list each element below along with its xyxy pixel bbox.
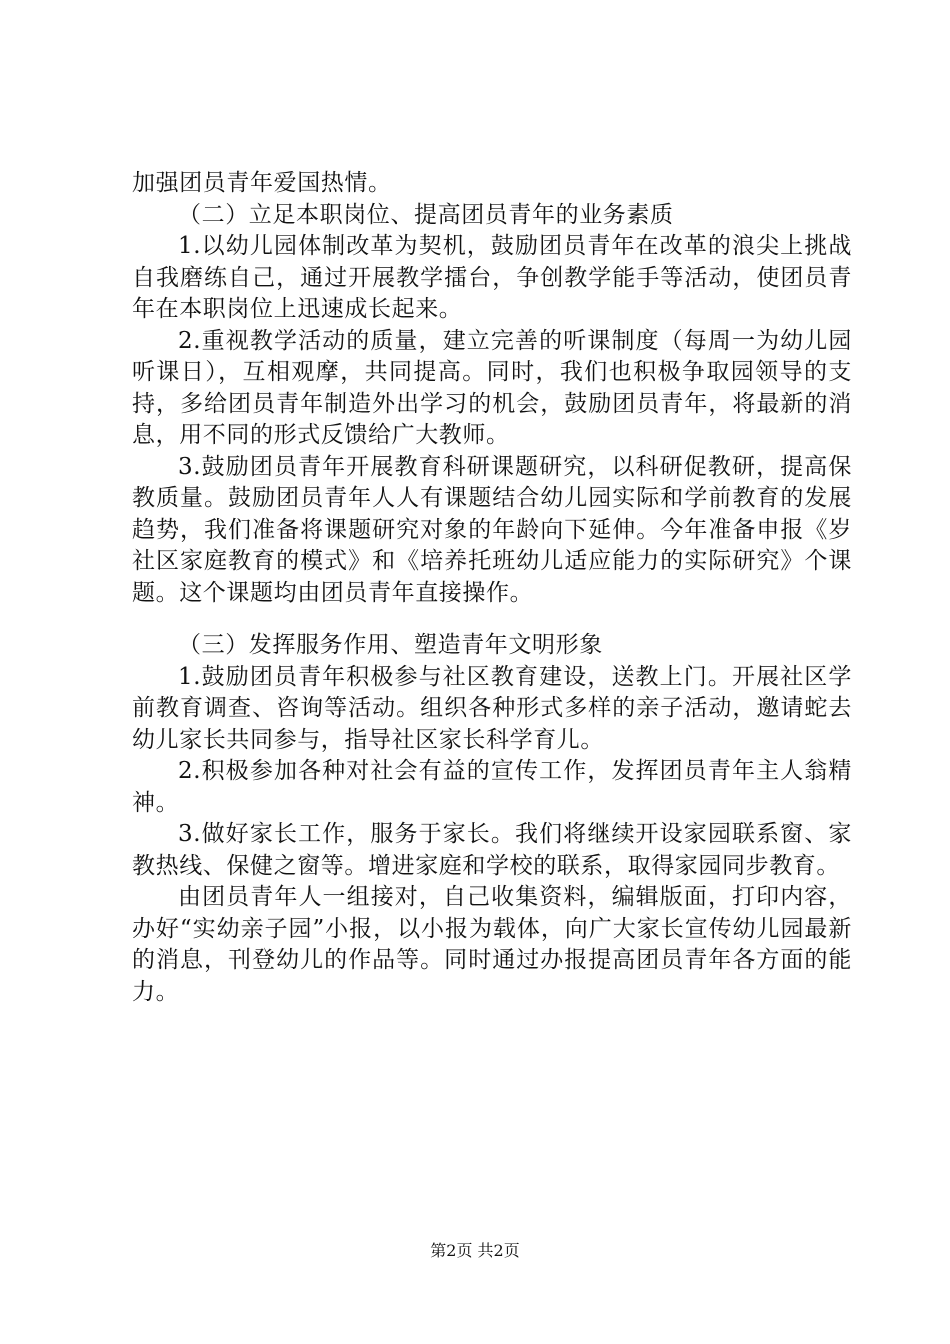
section-heading-3: （三）发挥服务作用、塑造青年文明形象 bbox=[178, 632, 603, 658]
paragraph-item-2-2: 2.重视教学活动的质量，建立完善的听课制度（每周一为幼儿园听课日），互相观摩，共同提高。同时，我们也积极争取园领导的支持，多给团员青年制造外出学习的机会，鼓励团员青年，将最新的消息，用不同的形式反馈给广大教师。 bbox=[132, 327, 852, 448]
paragraph-item-2-1: 1.以幼儿园体制改革为契机，鼓励团员青年在改革的浪尖上挑战自我磨练自己，通过开展教学擂台，争创教学能手等活动，使团员青年在本职岗位上迅速成长起来。 bbox=[132, 233, 852, 322]
paragraph-item-3-1: 1.鼓励团员青年积极参与社区教育建设，送教上门。开展社区学前教育调查、咨询等活动。组织各种形式多样的亲子活动，邀请蛇去幼儿家长共同参与，指导社区家长科学育儿。 bbox=[132, 663, 852, 753]
paragraph-continuation: 加强团员青年爱国热情。 bbox=[132, 170, 392, 196]
page-number-footer: 第2页 共2页 bbox=[430, 1241, 520, 1260]
paragraph-item-2-3: 3.鼓励团员青年开展教育科研课题研究，以科研促教研，提高保教质量。鼓励团员青年人人有课题结合幼儿园实际和学前教育的发展趋势，我们准备将课题研究对象的年龄向下延伸。今年准备申报《岁社区家庭教育的模式》和《培养托班幼儿适应能力的实际研究》个课题。这个课题均由团员青年直接操作。 bbox=[132, 453, 852, 606]
section-heading-2: （二）立足本职岗位、提高团员青年的业务素质 bbox=[178, 201, 674, 228]
paragraph-closing: 由团员青年人一组接对，自己收集资料，编辑版面，打印内容，办好“实幼亲子园”小报，以小报为载体，向广大家长宣传幼儿园最新的消息，刊登幼儿的作品等。同时通过办报提高团员青年各方面的能力。 bbox=[132, 884, 852, 1005]
paragraph-item-3-2: 2.积极参加各种对社会有益的宣传工作，发挥团员青年主人翁精神。 bbox=[132, 758, 852, 816]
document-body bbox=[132, 168, 852, 1008]
paragraph-item-3-3: 3.做好家长工作，服务于家长。我们将继续开设家园联系窗、家教热线、保健之窗等。增进家庭和学校的联系，取得家园同步教育。 bbox=[132, 821, 852, 879]
